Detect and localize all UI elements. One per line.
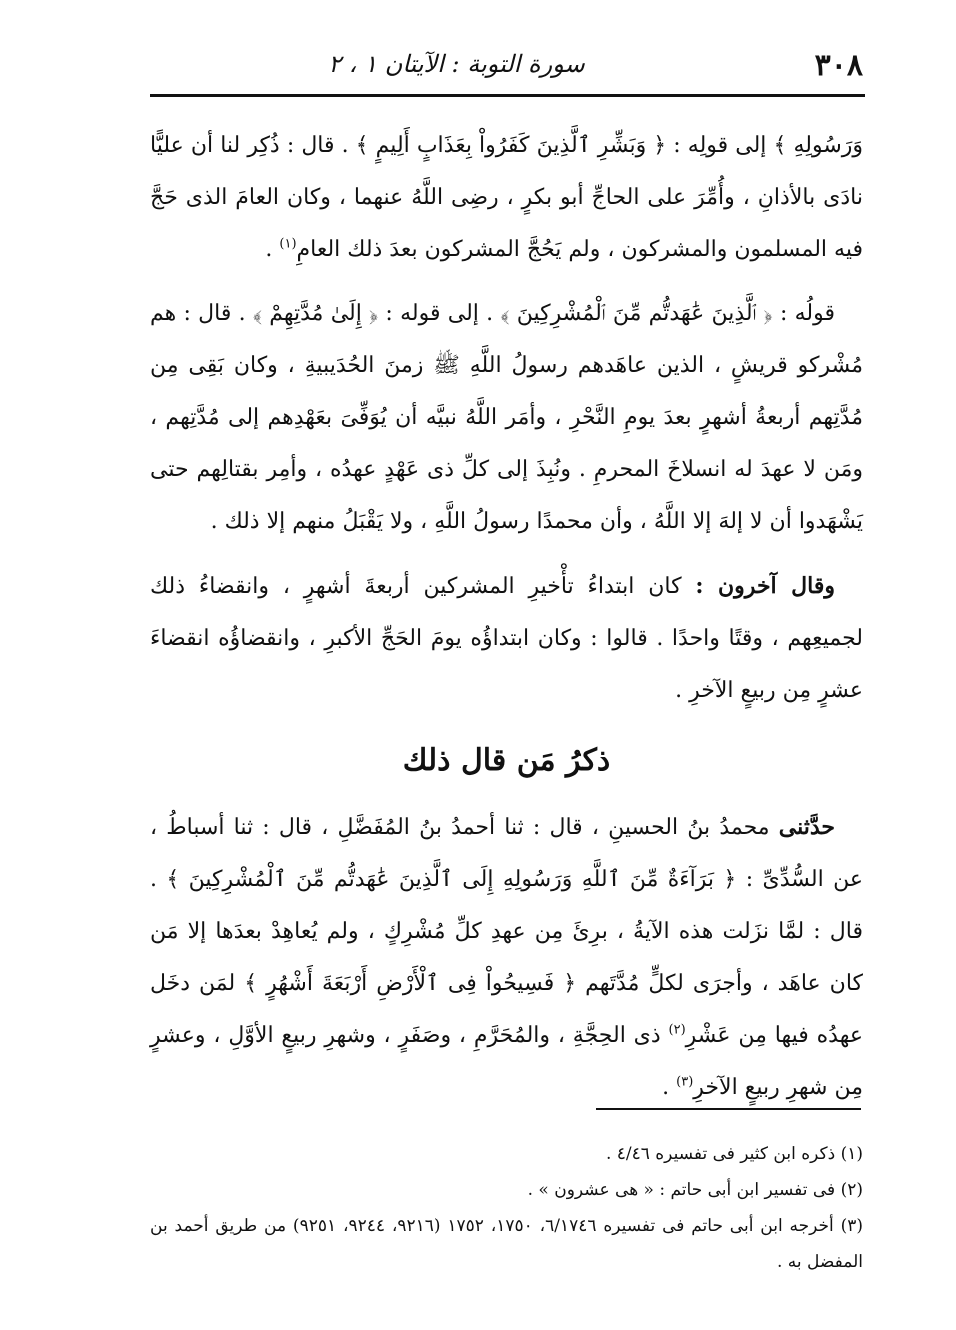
page-header	[150, 44, 863, 94]
paragraph-4-text-b: ذى الحِجَّةِ ، والمُحَرَّمِ ، وصَفَرٍ ، وشهرِ ربيعٍ الأوَّلِ ، وعشرٍ مِن شهرِ ربيعٍ الآخرِ	[150, 1023, 863, 1100]
footnote-1: (١) ذكره ابن كثير فى تفسيره ٤/٤٦ .	[605, 1144, 863, 1164]
paragraph-4-lead: حدَّثنى	[778, 814, 835, 840]
footnote-3: (٣) أخرجه ابن أبى حاتم فى تفسيره ٦/١٧٤٦، ١٧٥٠، ١٧٥٢ (٩٢١٦، ٩٢٤٤، ٩٢٥١) من طريق أحمد بن المفضل به .	[150, 1216, 864, 1272]
main-text	[150, 120, 863, 1126]
paragraph-3	[150, 560, 863, 717]
footnote-rule	[596, 1108, 861, 1110]
footnote-2: (٢) فى تفسير ابن أبى حاتم : « هى عشرون » .	[527, 1180, 863, 1200]
footnote-ref-1: (١)	[279, 236, 297, 252]
page-number: ٣٠٨	[814, 48, 863, 83]
footnotes	[150, 1136, 863, 1280]
footnote-ref-3: (٣)	[676, 1074, 694, 1090]
paragraph-2	[150, 288, 863, 548]
header-rule	[150, 94, 865, 97]
paragraph-2-text: قولُه : ﴿ ٱلَّذِينَ عَٰهَدتُّم مِّنَ ٱلْمُشْرِكِينَ ﴾ . إلى قوله : ﴿ إِلَىٰ مُدَّتِهِمْ ﴾ . قال : هم مُشْركو قريشٍ ، الذين عاهَدهم رسولُ اللَّهِ ﷺ زمنَ الحُدَيبيةِ ، وكان بَقِى مِن مُدَّتِهم أربعةُ أشهرٍ بعدَ يومِ النَّحْرِ ، وأمَر اللَّهُ نبيَّه أن يُوَفِّىَ بعَهْدِهم إلى مُدَّتِهم ، ومَن لا عهدَ له انسلاخَ المحرمِ . ونُبِذَ إلى كلِّ ذى عَهْدٍ عهدُه ، وأمِر بقتالِهم حتى يَشْهَدوا أن لا إلهَ إلا اللَّهُ ، وأن محمدًا رسولُ اللَّهِ ، ولا يَقْبَلُ منهم إلا ذلك .	[150, 301, 863, 534]
paragraph-3-lead: وقال آخرون :	[695, 573, 835, 599]
paragraph-1-end: .	[265, 237, 280, 262]
paragraph-1	[150, 120, 863, 276]
paragraph-3-text: كان ابتداءُ تأْخيرِ المشركين أربعةَ أشهرٍ ، وانقضاءُ ذلك لجميعِهم ، وقتًا واحدًا . قالوا : وكان ابتداؤُه يومَ الحَجِّ الأكبرِ ، وانقضاؤُه انقضاءَ عشرٍ مِن ربيعٍ الآخرِ .	[150, 574, 863, 703]
paragraph-1-text: وَرَسُولِهِ ﴾ إلى قولِه : ﴿ وَبَشِّرِ ٱلَّذِينَ كَفَرُواْ بِعَذَابٍ أَلِيمٍ ﴾ . قال : ذُكِر لنا أن عليًّا نادَى بالأذانِ ، وأُمِّرَ على الحاجِّ أبو بكرٍ ، رضِى اللَّهُ عنهما ، وكان العامَ الذى حَجَّ فيه المسلمون والمشركون ، ولم يَحُجَّ المشركون بعدَ ذلك العامِ	[150, 133, 863, 262]
section-heading: ذكرُ مَن قال ذلك	[402, 743, 611, 778]
running-title: سورة التوبة : الآيتان ١ ، ٢	[328, 50, 585, 78]
paragraph-4-end: .	[662, 1075, 677, 1100]
footnote-ref-2: (٢)	[668, 1022, 686, 1038]
paragraph-4-text-a: محمدُ بنُ الحسينِ ، قال : ثنا أحمدُ بنُ المُفَضَّلِ ، قال : ثنا أسباطُ ، عن السُّدِّىِّ : ﴿ بَرَآءَةٌ مِّنَ ٱللَّهِ وَرَسُولِهِ إِلَى ٱلَّذِينَ عَٰهَدتُّم مِّنَ ٱلْمُشْرِكِينَ ﴾ . قال : لمَّا نزَلت هذه الآيةُ ، برِئَ مِن عهدِ كلِّ مُشْرِكٍ ، ولم يُعاهِدْ بعدَها إلا مَن كان عاهَد ، وأجرَى لكلٍّ مُدَّتَهم ﴿ فَسِيحُواْ فِى ٱلْأَرْضِ أَرْبَعَةَ أَشْهُرٍ ﴾ لمَن دخَل عهدُه فيها مِن عَشْرِ	[150, 815, 863, 1048]
paragraph-4	[150, 801, 863, 1114]
